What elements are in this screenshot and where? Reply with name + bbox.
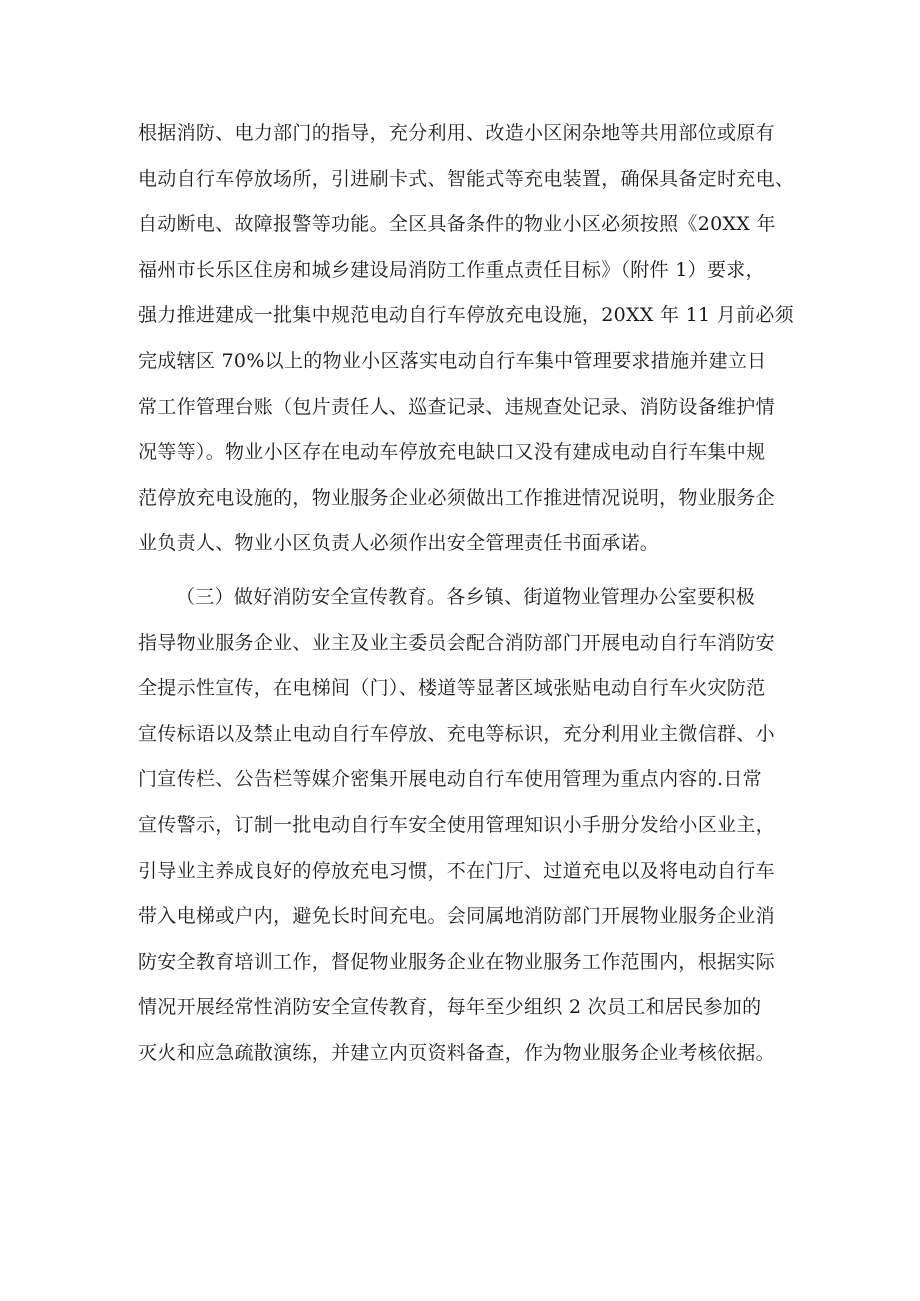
paragraph-1 [138,111,798,567]
text-line: 自动断电、故障报警等功能。全区具备条件的物业小区必须按照《20XX 年 [138,213,776,236]
text-line: 灭火和应急疏散演练，并建立内页资料备查，作为物业服务企业考核依据。 [138,1041,775,1064]
text-line: 全提示性宣传，在电梯间（门）、楼道等显著区域张贴电动自行车火灾防范 [138,677,766,700]
text-line: 范停放充电设施的，物业服务企业必须做出工作推进情况说明，物业服务企 [138,486,775,509]
text-line: 完成辖区 70%以上的物业小区落实电动自行车集中管理要求措施并建立日 [138,349,767,372]
paragraph-gap [138,567,798,575]
text-line: 指导物业服务企业、业主及业主委员会配合消防部门开展电动自行车消防安 [138,631,775,654]
text-line: 情况开展经常性消防安全宣传教育，每年至少组织 2 次员工和居民参加的 [138,996,762,1019]
text-line: 根据消防、电力部门的指导，充分利用、改造小区闲杂地等共用部位或原有 [138,122,775,144]
text-line: 强力推进建成一批集中规范电动自行车停放充电设施，20XX 年 11 月前必须 [138,304,794,327]
text-line: 引导业主养成良好的停放充电习惯，不在门厅、过道充电以及将电动自行车 [138,859,775,882]
paragraph-2 [138,575,798,1077]
text-line: 门宣传栏、公告栏等媒介密集开展电动自行车使用管理为重点内容的.日常 [138,768,762,791]
text-line: 电动自行车停放场所，引进刷卡式、智能式等充电装置，确保具备定时充电、 [138,167,795,190]
document-body [138,111,798,1076]
text-line: 福州市长乐区住房和城乡建设局消防工作重点责任目标》（附件 1）要求， [138,258,765,281]
text-line: 宣传标语以及禁止电动自行车停放、充电等标识，充分利用业主微信群、小 [138,722,775,745]
section-heading-line: （三）做好消防安全宣传教育。各乡镇、街道物业管理办公室要积极 [176,585,756,608]
text-line: 防安全教育培训工作，督促物业服务企业在物业服务工作范围内，根据实际 [138,950,775,973]
text-line: 带入电梯或户内，避免长时间充电。会同属地消防部门开展物业服务企业消 [138,905,775,928]
text-line: 宣传警示，订制一批电动自行车安全使用管理知识小手册分发给小区业主， [138,813,775,836]
text-line: 况等等）。物业小区存在电动车停放充电缺口又没有建成电动自行车集中规 [138,441,766,464]
text-line: 常工作管理台账（包片责任人、巡查记录、违规查处记录、消防设备维护情 [138,395,775,418]
text-line: 业负责人、物业小区负责人必须作出安全管理责任书面承诺。 [138,532,660,555]
